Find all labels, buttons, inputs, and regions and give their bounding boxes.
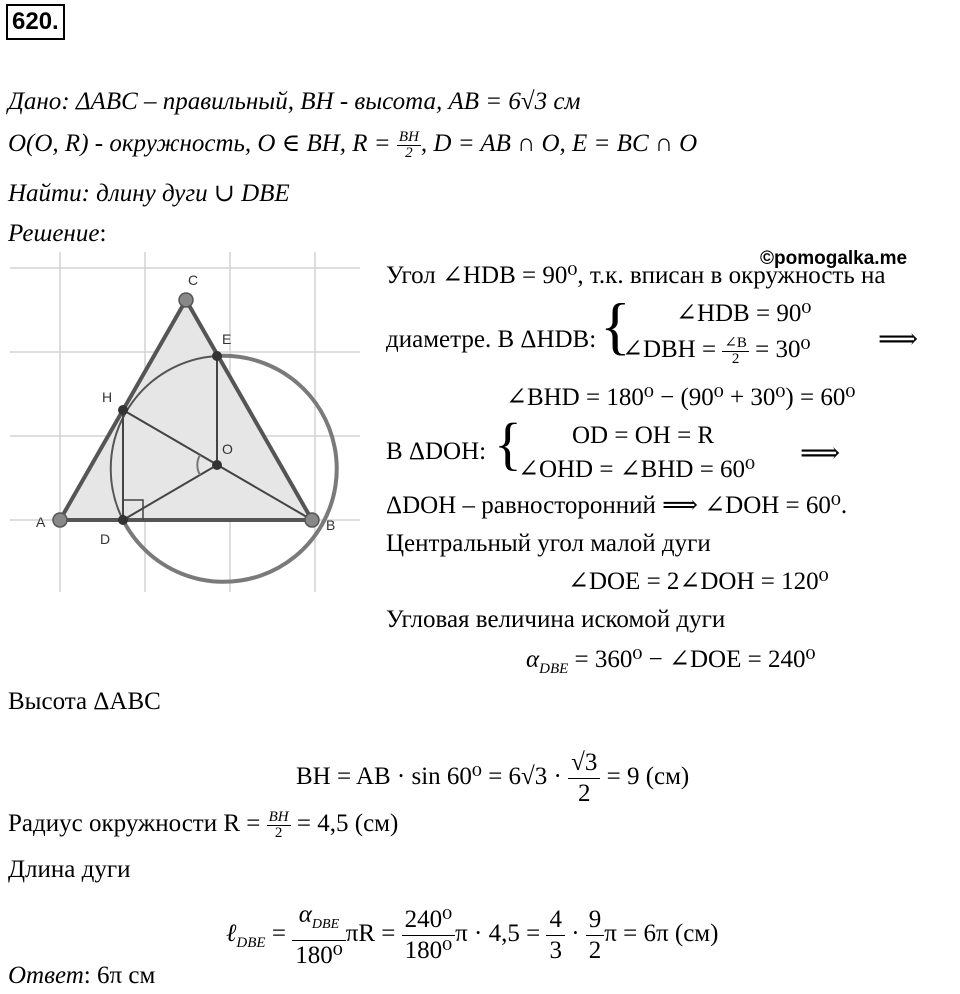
given-line-1: [8, 88, 580, 117]
point-o: [212, 460, 222, 470]
given-frac-num: BH: [398, 129, 419, 145]
arc-frac-2: [402, 905, 456, 966]
given-label: Дано: [8, 88, 62, 115]
arc-end: π = 6π (см): [604, 920, 719, 948]
step-2: диаметре. В ΔHDB:: [386, 326, 597, 353]
bh-num: √3: [568, 748, 600, 779]
find-line: [8, 180, 290, 209]
point-b: [305, 513, 319, 527]
watermark: ©pomogalka.me: [760, 248, 908, 269]
step-1: Угол ∠HDB = 90⁰, т.к. вписан в окружность на: [386, 262, 886, 289]
radius-num: BH: [268, 809, 289, 825]
bh-frac: [568, 748, 600, 809]
given-text-2b: , D = AB ∩ O, E = BC ∩ O: [420, 130, 698, 158]
system-2-line-b: ∠OHD = ∠BHD = 60⁰: [518, 456, 756, 483]
bh-den: 2: [577, 780, 591, 807]
step-3: ∠BHD = 180⁰ − (90⁰ + 30⁰) = 60⁰: [506, 384, 856, 411]
arc-f4-den: 2: [588, 937, 602, 964]
point-e: [212, 351, 222, 361]
radius-line: [8, 810, 398, 841]
radius-den: 2: [274, 825, 283, 841]
point-h: [118, 405, 128, 415]
point-c: [179, 293, 193, 307]
arc-f3-den: 3: [549, 937, 562, 964]
solution-colon: :: [99, 220, 107, 247]
bh-post: = 9 (см): [600, 763, 690, 791]
radius-frac: [267, 810, 291, 841]
height-label: Высота ΔABC: [8, 688, 161, 715]
given-fraction: [397, 130, 421, 161]
label-b: B: [326, 517, 336, 533]
point-a: [53, 513, 67, 527]
step-5: ΔDOH – равносторонний ⟹ ∠DOH = 60⁰.: [386, 492, 848, 519]
problem-number: 620.: [6, 4, 65, 40]
arc-f1-alpha: α: [298, 901, 312, 928]
sys1b-post: = 30⁰: [748, 336, 811, 364]
system-2-line-a: OD = OH = R: [572, 422, 715, 449]
arc-label: Длина дуги: [8, 856, 131, 883]
system-1-line-a: ∠HDB = 90⁰: [676, 300, 812, 327]
arc-frac-1: [292, 900, 346, 971]
system-brace-1: {: [600, 290, 631, 361]
system-1-line-b: [622, 336, 811, 367]
find-label: Найти: [8, 180, 82, 207]
given-text-1: : ΔABC – правильный, BH - высота, AB = 6√3 см: [61, 88, 581, 115]
find-text: : длину дуги ∪ DBE: [81, 180, 290, 207]
solution-label: Решение: [8, 220, 100, 247]
implies-arrow-1: ⟹: [878, 324, 919, 355]
given-line-2: [8, 130, 697, 161]
step-9: [526, 646, 815, 678]
arc-formula: [226, 900, 718, 971]
label-o: O: [222, 441, 233, 457]
arc-f4-num: 9: [586, 905, 605, 936]
sys1b-num: ∠B: [724, 335, 747, 351]
alpha-symbol: α: [526, 646, 540, 673]
arc-l: ℓ: [226, 920, 237, 948]
arc-f2-den: 180⁰: [404, 937, 453, 964]
label-a: A: [36, 514, 46, 530]
label-e: E: [222, 331, 232, 347]
arc-mid: πR =: [345, 920, 402, 948]
radius-pre: Радиус окружности R =: [8, 810, 267, 838]
answer-line: [8, 962, 155, 991]
arc-frac-4: [586, 905, 605, 966]
arc-f1-num: [292, 900, 346, 941]
system-brace-2: {: [494, 411, 522, 476]
point-d: [118, 515, 128, 525]
answer-text: : 6π см: [83, 962, 156, 989]
arc-dot: ·: [564, 920, 586, 948]
arc-f2-num: 240⁰: [402, 905, 456, 936]
sys1b-pre: ∠DBH =: [622, 336, 723, 364]
geometry-figure: [10, 252, 360, 597]
arc-f3-num: 4: [546, 905, 565, 936]
given-text-2a: O(O, R) - окружность, O ∈ BH, R =: [8, 130, 397, 158]
arc-frac-3: [546, 905, 565, 966]
sys1b-den: 2: [731, 351, 740, 367]
step-7: ∠DOE = 2∠DOH = 120⁰: [568, 568, 829, 595]
step-4: В ΔDOH:: [386, 438, 487, 465]
arc-f1-sub: DBE: [311, 917, 340, 932]
arc-l-sub: DBE: [236, 935, 266, 952]
arc-f1-den: 180⁰: [295, 942, 343, 969]
label-c: C: [188, 272, 199, 288]
given-frac-den: 2: [405, 145, 413, 161]
step-6: Центральный угол малой дуги: [386, 530, 711, 557]
sys1b-frac: [722, 336, 749, 367]
implies-arrow-2: ⟹: [800, 438, 841, 469]
alpha-sub: DBE: [539, 661, 569, 677]
arc-mid2: π · 4,5 =: [455, 920, 547, 948]
label-h: H: [102, 389, 113, 405]
step-9-rest: = 360⁰ − ∠DOE = 240⁰: [568, 646, 816, 673]
solution-line: [8, 220, 106, 249]
label-d: D: [100, 531, 111, 547]
step-8: Угловая величина искомой дуги: [386, 606, 726, 633]
answer-label: Ответ: [8, 962, 84, 989]
triangle-fill: [60, 300, 312, 520]
radius-post: = 4,5 (см): [290, 810, 399, 838]
arc-eq: =: [265, 920, 293, 948]
bh-formula: [296, 748, 689, 809]
bh-pre: BH = AB · sin 60⁰ = 6√3 ·: [296, 763, 569, 791]
